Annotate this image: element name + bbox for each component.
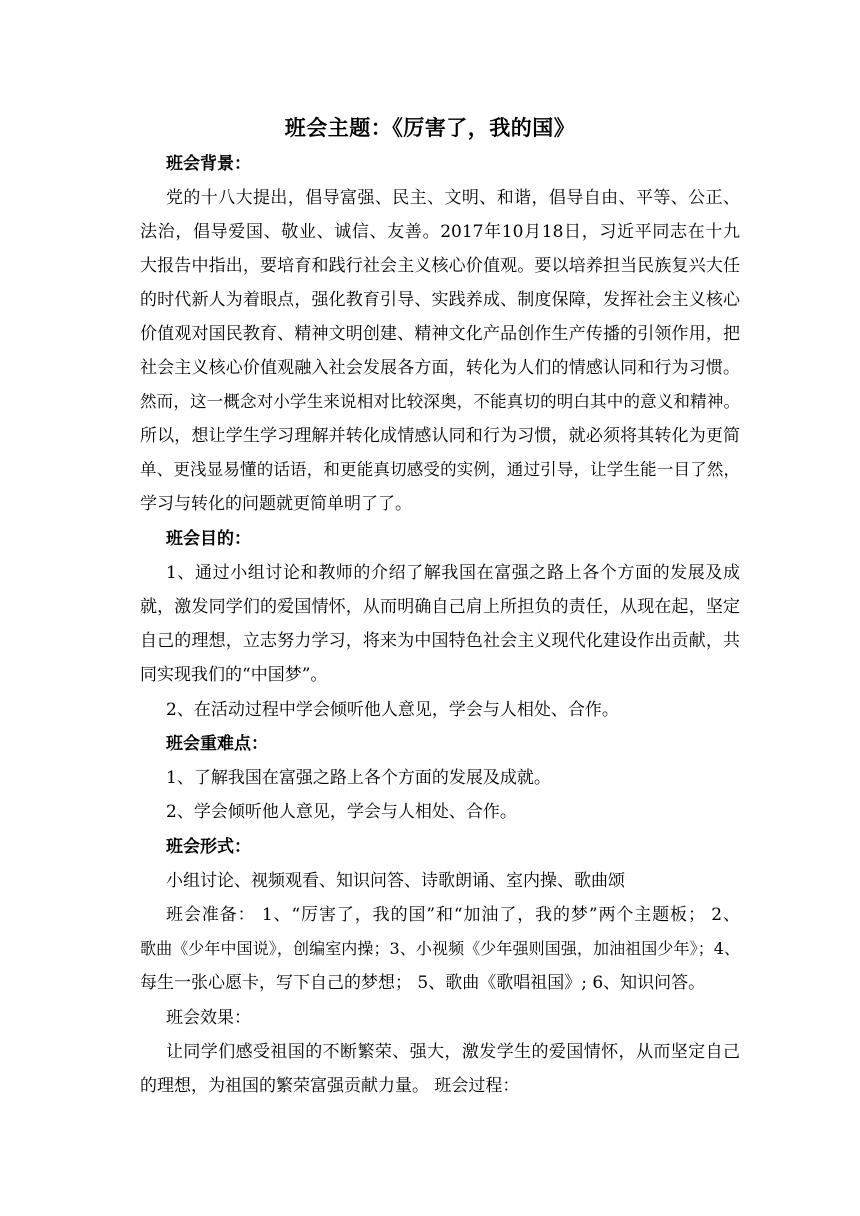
paragraph-line: 同实现我们的“中国梦”。 xyxy=(140,665,328,685)
paragraph-line: 2、在活动过程中学会倾听他人意见，学会与人相处、合作。 xyxy=(166,700,619,720)
paragraph-line: 大报告中指出，要培育和践行社会主义核心价值观。要以培养担当民族复兴大任 xyxy=(140,256,740,276)
paragraph-line: 让同学们感受祖国的不断繁荣、强大，激发学生的爱国情怀，从而坚定自己 xyxy=(166,1042,740,1062)
section-heading-background: 班会背景： xyxy=(166,154,251,174)
paragraph-line: 班会准备： 1、“厉害了，我的国”和“加油了，我的梦”两个主题板； 2、 xyxy=(166,905,740,925)
paragraph-line: 法治，倡导爱国、敬业、诚信、友善。2017年10月18日，习近平同志在十九 xyxy=(140,222,740,242)
paragraph-line: 每生一张心愿卡，写下自己的梦想； 5、歌曲《歌唱祖国》; 6、知识问答。 xyxy=(140,973,706,993)
paragraph-line: 自己的理想，立志努力学习，将来为中国特色社会主义现代化建设作出贡献，共 xyxy=(140,631,740,651)
paragraph-line: 所以，想让学生学习理解并转化成情感认同和行为习惯，就必须将其转化为更简 xyxy=(140,426,740,446)
paragraph-line: 的时代新人为着眼点，强化教育引导、实践养成、制度保障，发挥社会主义核心 xyxy=(140,290,740,310)
paragraph-line: 歌曲《少年中国说》，创编室内操；3、小视频《少年强则国强，加油祖国少年》；4、 xyxy=(140,939,740,958)
list-item: 2、学会倾听他人意见，学会与人相处、合作。 xyxy=(166,802,517,822)
paragraph-line: 社会主义核心价值观融入社会发展各方面，转化为人们的情感认同和行为习惯。 xyxy=(140,358,740,378)
section-heading-purpose: 班会目的： xyxy=(166,529,251,549)
list-item: 1、了解我国在富强之路上各个方面的发展及成就。 xyxy=(166,768,551,788)
section-heading-key-points: 班会重难点： xyxy=(166,734,268,754)
paragraph-line: 党的十八大提出，倡导富强、民主、文明、和谐，倡导自由、平等、公正、 xyxy=(166,188,740,208)
section-heading-effect: 班会效果： xyxy=(166,1008,251,1028)
paragraph-line: 单、更浅显易懂的话语，和更能真切感受的实例，通过引导，让学生能一目了然， xyxy=(140,460,740,479)
section-heading-format: 班会形式： xyxy=(166,837,251,857)
paragraph-line: 1、通过小组讨论和教师的介绍了解我国在富强之路上各个方面的发展及成 xyxy=(166,563,740,583)
paragraph-line: 价值观对国民教育、精神文明创建、精神文化产品创作生产传播的引领作用，把 xyxy=(140,324,740,344)
document-title: 班会主题：《厉害了，我的国》 xyxy=(284,115,576,140)
paragraph-line: 就，激发同学们的爱国情怀，从而明确自己肩上所担负的责任，从现在起，坚定 xyxy=(140,597,740,617)
paragraph-line: 然而，这一概念对小学生来说相对比较深奥，不能真切的明白其中的意义和精神。 xyxy=(140,392,740,411)
paragraph-line: 的理想，为祖国的繁荣富强贡献力量。 班会过程： xyxy=(140,1076,520,1096)
paragraph-line: 学习与转化的问题就更简单明了了。 xyxy=(140,494,412,514)
paragraph-line: 小组讨论、视频观看、知识问答、诗歌朗诵、室内操、歌曲颂 xyxy=(166,871,625,891)
